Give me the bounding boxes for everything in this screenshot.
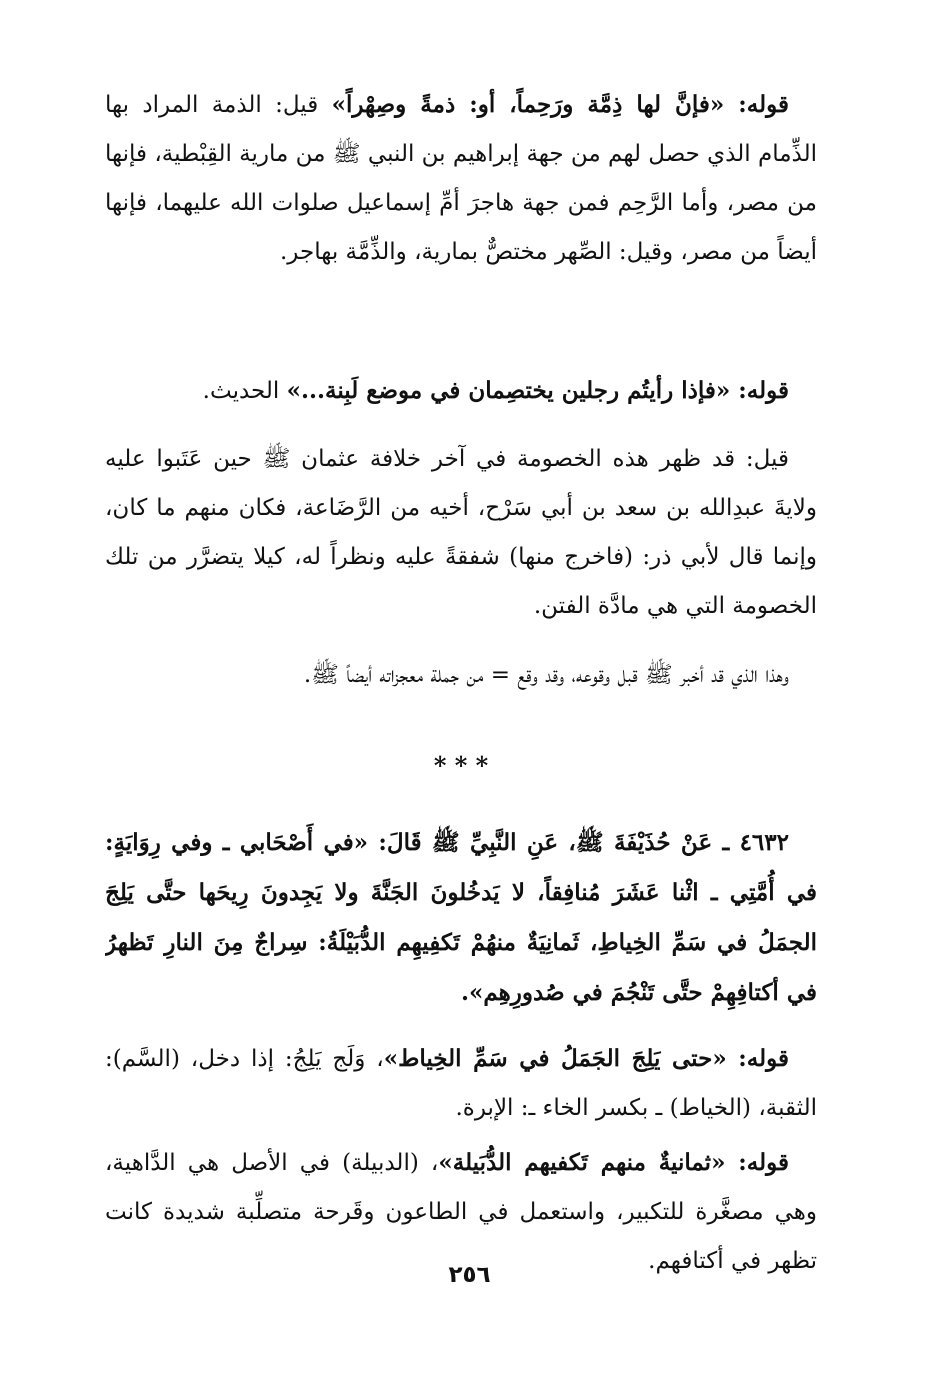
- paragraph-block-2: [105, 366, 817, 434]
- quote-lead: قوله: «حتى يَلِجَ الجَمَلُ في سَمِّ الخِياط»: [383, 1045, 790, 1072]
- commentary-text: الحديث.: [202, 378, 287, 404]
- commentary-text: قيل: قد ظهر هذه الخصومة في آخر خلافة عثمان ﷺ حين عَتَبوا عليه ولايةَ عبدِالله بن سعد بن أبي سَرْح، أخيه من الرَّضَاعة، فكان منهم ما كان، وإنما قال لأبي ذر: (فاخرج منها) شفقةً عليه ونظراً له، كيلا يتضرَّر من تلك الخصومة التي هي مادَّة الفتن.: [105, 446, 817, 619]
- hadith-text: ٤٦٣٢ ـ عَنْ حُذَيْفَةَ ﷺ، عَنِ النَّبِيِّ ﷺ قَالَ: «في أَصْحَابي ـ وفي رِوَايَةٍ: في أُمَّتِي ـ اثْنا عَشَرَ مُنافِقاً، لا يَدخُلونَ الجَنَّةَ ولا يَجِدونَ رِيحَها حتَّى يَلِجَ الجمَلُ في سَمِّ الخِياطِ، ثَمانِيَةٌ منهُمْ تَكفِيهِم الدُّبَيْلَةُ: سِراجٌ مِنَ النارِ تَظهرُ في أكتافِهِمْ حتَّى تَنْجُمَ في صُدورِهِم».: [105, 829, 817, 1006]
- commentary-text: قيل: الذمة المراد بها الذِّمام الذي حصل لهم من جهة إبراهيم بن النبي ﷺ من مارية القِبْطية، فإنها من مصر، وأما الرَّحِم فمن جهة هاجرَ أمِّ إسماعيل صلوات الله عليهما، فإنها أيضاً من مصر، وقيل: الصِّهر مختصٌّ بمارية، والذِّمَّة بهاجر.: [105, 92, 817, 265]
- paragraph-block-1: [105, 80, 817, 366]
- commentary-paragraph: [105, 1138, 817, 1282]
- commentary-paragraph: [105, 650, 817, 700]
- spacer: [105, 786, 817, 818]
- paragraph-block-3: [105, 434, 817, 650]
- commentary-text: ، وَلَج يَلِجُ: إذا دخل، (السَّم): الثقبة، (الخياط) ـ بكسر الخاء ـ: الإبرة.: [105, 1046, 817, 1121]
- commentary-text: وهذا الذي قد أخبر ﷺ قبل وقوعه، وقد وقع = من جملة معجزاته أيضاً ﷺ.: [303, 662, 789, 688]
- paragraph-block-4: [105, 650, 817, 746]
- hadith-paragraph: [105, 818, 817, 1018]
- commentary-text: ، (الدبيلة) في الأصل هي الدَّاهية، وهي مصغَّرة للتكبير، واستعمل في الطاعون وقَرحة متصلِّبة شديدة كانت تظهر في أكتافهم.: [105, 1150, 817, 1274]
- paragraph-block-6: [105, 1034, 817, 1138]
- quote-lead: قوله: «فإذا رأيتُم رجلين يختصِمان في موضع لَبِنة...»: [286, 377, 789, 404]
- paragraph-block-5: [105, 818, 817, 1034]
- quote-lead: قوله: «فإنَّ لها ذِمَّة ورَحِماً، أو: ذمةً وصِهْراً»: [331, 91, 789, 118]
- paragraph-block-7: [105, 1138, 817, 1282]
- page-body: [105, 80, 817, 1282]
- commentary-paragraph: [105, 434, 817, 631]
- quote-lead: قوله: «ثمانيةٌ منهم تَكفيهم الدُّبَيلة»: [438, 1149, 789, 1176]
- page-number: ٢٥٦: [448, 1262, 491, 1288]
- commentary-paragraph: [105, 366, 817, 416]
- commentary-paragraph: [105, 80, 817, 277]
- commentary-paragraph: [105, 1034, 817, 1133]
- section-separator: * * *: [433, 751, 489, 780]
